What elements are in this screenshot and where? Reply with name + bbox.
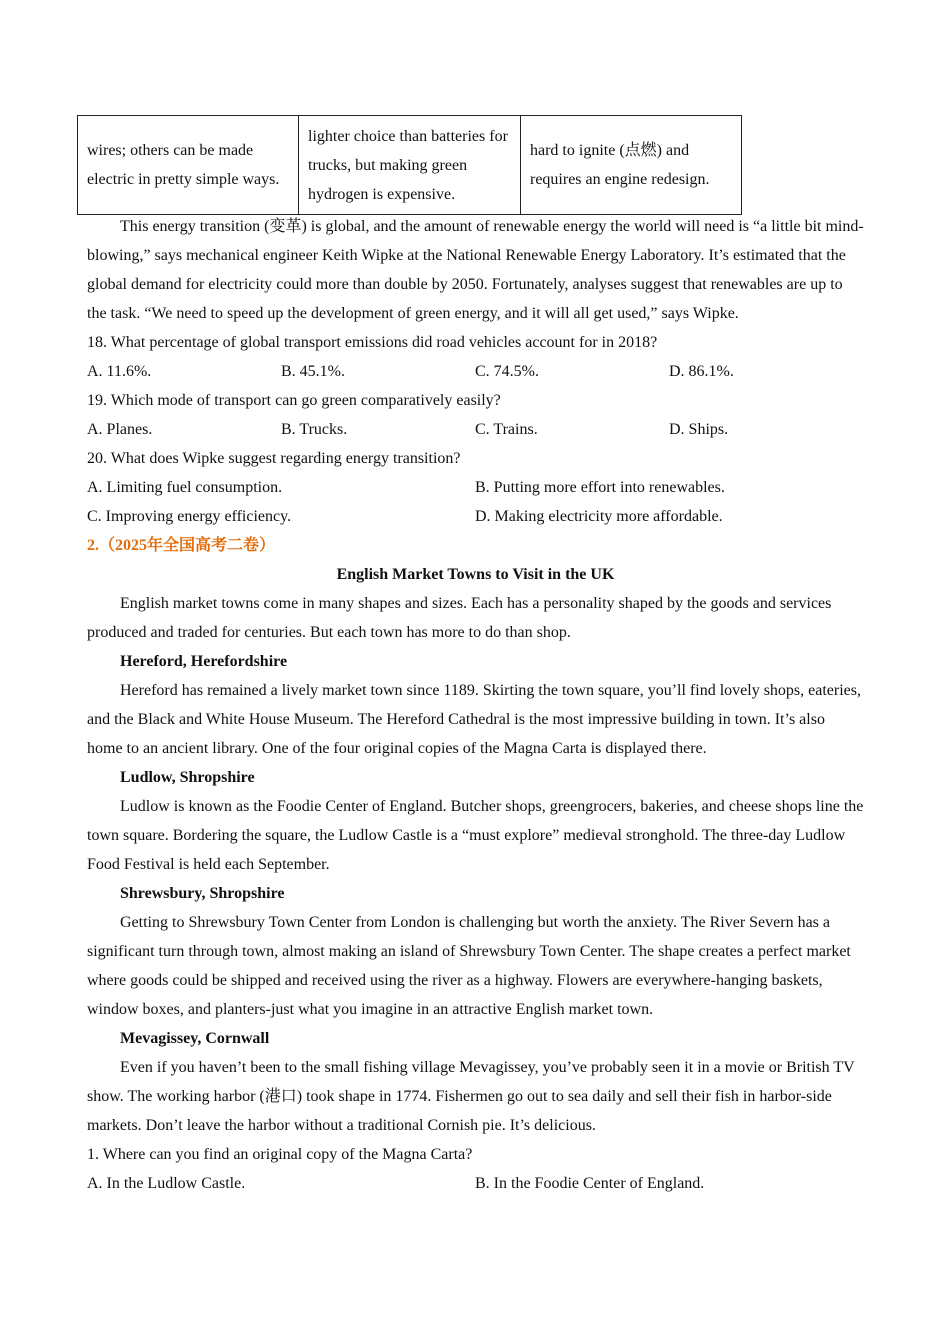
option: A. 11.6%. — [87, 363, 152, 380]
question-20: 20. What does Wipke suggest regarding energy transition? — [87, 450, 461, 467]
option: C. 74.5%. — [475, 363, 539, 380]
question-18: 18. What percentage of global transport emissions did road vehicles account for in 2018? — [87, 334, 658, 351]
town-heading: Hereford, Herefordshire — [120, 653, 288, 670]
option: D. Ships. — [669, 421, 729, 438]
paragraph: Getting to Shrewsbury Town Center from London is challenging but worth the anxiety. The River Severn has a significant turn through town, almost making an island of Shrewsbury Town Center. The shape creates a perfect market where goods could be shipped and received using the river as a highway. Flowers are everywhere-hanging baskets, window boxes, and planters-just what you imagine in an attractive English market town. — [87, 914, 851, 1018]
option: B. In the Foodie Center of England. — [475, 1175, 705, 1192]
option: B. Trucks. — [281, 421, 348, 438]
table-cell: lighter choice than batteries for trucks, but making green hydrogen is expensive. — [299, 116, 521, 215]
option: A. In the Ludlow Castle. — [87, 1175, 246, 1192]
town-heading: Shrewsbury, Shropshire — [120, 885, 285, 902]
options-20b — [87, 502, 864, 531]
paragraph: This energy transition (变革) is global, and the amount of renewable energy the world will need is “a little bit mind-blowing,” says mechanical engineer Keith Wipke at the National Renewable Energy Laboratory. It’s estimated that the global demand for electricity could more than double by 2050. Fortunately, analyses suggest that renewables are up to the task. “We need to speed up the development of green energy, and it will all get used,” says Wipke. — [87, 218, 864, 322]
option: B. 45.1%. — [281, 363, 345, 380]
document-body — [87, 212, 864, 1198]
table-row — [78, 116, 742, 215]
town-heading: Mevagissey, Cornwall — [120, 1030, 270, 1047]
paragraph: Hereford has remained a lively market town since 1189. Skirting the town square, you’ll find lovely shops, eateries, and the Black and White House Museum. The Hereford Cathedral is the most impressive building in town. It’s also home to an ancient library. One of the four original copies of the Magna Carta is displayed there. — [87, 682, 861, 757]
option: B. Putting more effort into renewables. — [475, 479, 725, 496]
table-cell: wires; others can be made electric in pretty simple ways. — [78, 116, 299, 215]
option: A. Planes. — [87, 421, 153, 438]
paragraph: English market towns come in many shapes and sizes. Each has a personality shaped by the goods and services produced and traded for centuries. But each town has more to do than shop. — [87, 595, 832, 641]
paragraph: Even if you haven’t been to the small fishing village Mevagissey, you’ve probably seen it in a movie or British TV show. The working harbor (港口) took shape in 1774. Fishermen go out to sea daily and sell their fish in harbor-side markets. Don’t leave the harbor without a traditional Cornish pie. It’s delicious. — [87, 1059, 855, 1134]
option: D. Making electricity more affordable. — [475, 508, 723, 525]
option: C. Improving energy efficiency. — [87, 508, 292, 525]
table-cell: hard to ignite (点燃) and requires an engine redesign. — [521, 116, 742, 215]
options-20 — [87, 473, 864, 502]
options-18 — [87, 357, 864, 386]
option: D. 86.1%. — [669, 363, 734, 380]
options-19 — [87, 415, 864, 444]
town-heading: Ludlow, Shropshire — [120, 769, 255, 786]
option: A. Limiting fuel consumption. — [87, 479, 283, 496]
comparison-table — [77, 115, 742, 215]
passage-title: English Market Towns to Visit in the UK — [336, 566, 615, 583]
question-19: 19. Which mode of transport can go green comparatively easily? — [87, 392, 501, 409]
options-1 — [87, 1169, 864, 1198]
question-1: 1. Where can you find an original copy of the Magna Carta? — [87, 1146, 473, 1163]
paragraph: Ludlow is known as the Foodie Center of England. Butcher shops, greengrocers, bakeries, and cheese shops line the town square. Bordering the square, the Ludlow Castle is a “must explore” medieval stronghold. The three-day Ludlow Food Festival is held each September. — [87, 798, 864, 873]
section-source-heading: 2.（2025年全国高考二卷） — [87, 537, 276, 554]
option: C. Trains. — [475, 421, 538, 438]
